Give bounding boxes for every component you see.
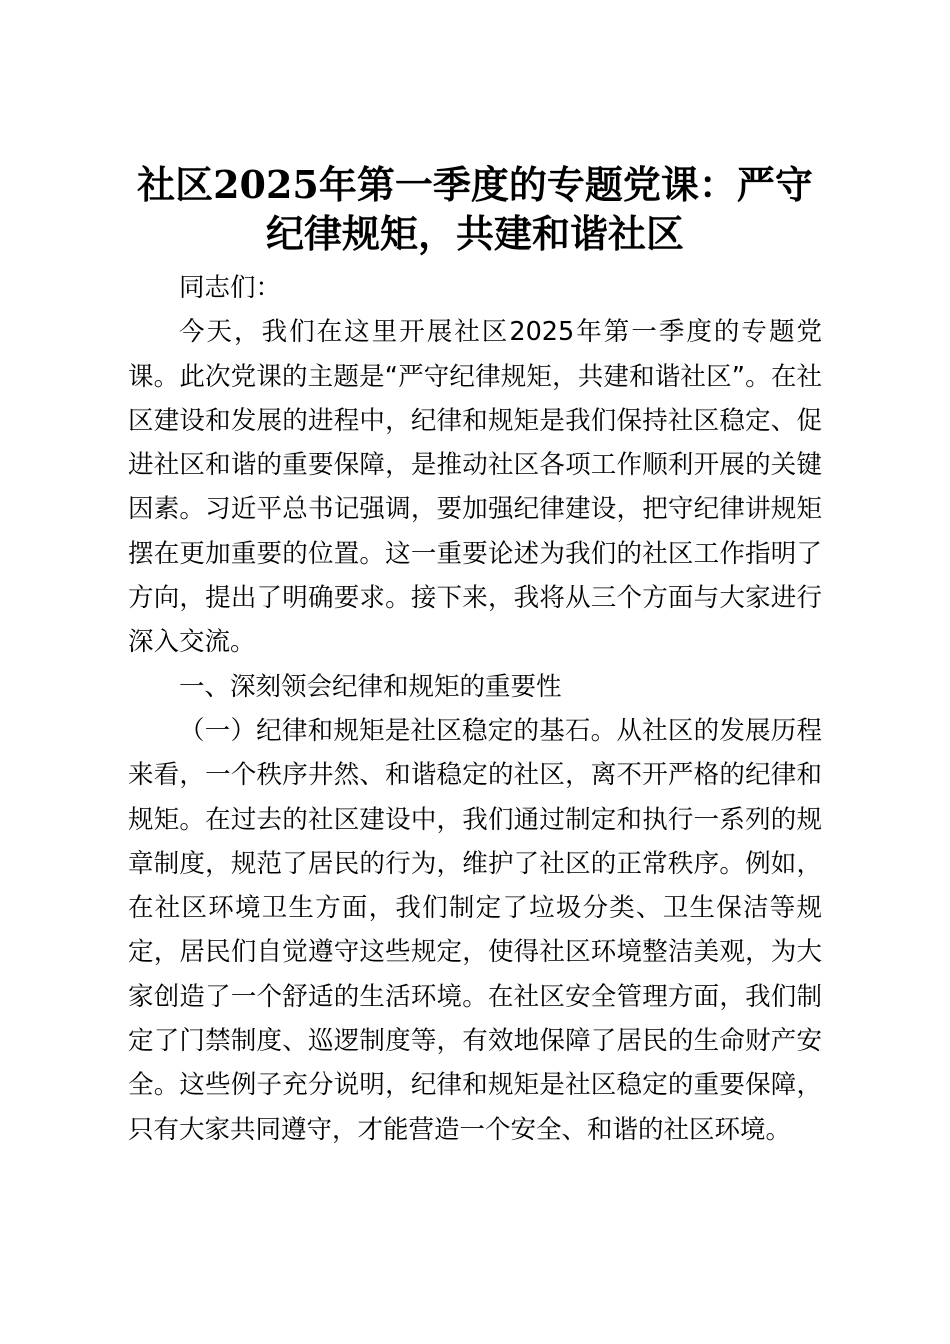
intro-paragraph: 今天，我们在这里开展社区2025年第一季度的专题党课。此次党课的主题是“严守纪律规矩，共建和谐社区”。在社区建设和发展的进程中，纪律和规矩是我们保持社区稳定、促进社区和谐的重要保障，是推动社区各项工作顺利开展的关键因素。习近平总书记强调，要加强纪律建设，把守纪律讲规矩摆在更加重要的位置。这一重要论述为我们的社区工作指明了方向，提出了明确要求。接下来，我将从三个方面与大家进行深入交流。: [128, 317, 822, 658]
section-heading: 一、深刻领会纪律和规矩的重要性: [179, 671, 562, 702]
document-page: [128, 160, 822, 1152]
salutation: 同志们：: [179, 273, 282, 303]
section-paragraph: （一）纪律和规矩是社区稳定的基石。从社区的发展历程来看，一个秩序井然、和谐稳定的社区，离不开严格的纪律和规矩。在过去的社区建设中，我们通过制定和执行一系列的规章制度，规范了居民的行为，维护了社区的正常秩序。例如，在社区环境卫生方面，我们制定了垃圾分类、卫生保洁等规定，居民们自觉遵守这些规定，使得社区环境整洁美观，为大家创造了一个舒适的生活环境。在社区安全管理方面，我们制定了门禁制度、巡逻制度等，有效地保障了居民的生命财产安全。这些例子充分说明，纪律和规矩是社区稳定的重要保障，只有大家共同遵守，才能营造一个安全、和谐的社区环境。: [128, 715, 822, 1145]
document-title: 社区2025年第一季度的专题党课：严守纪律规矩，共建和谐社区: [137, 162, 813, 256]
